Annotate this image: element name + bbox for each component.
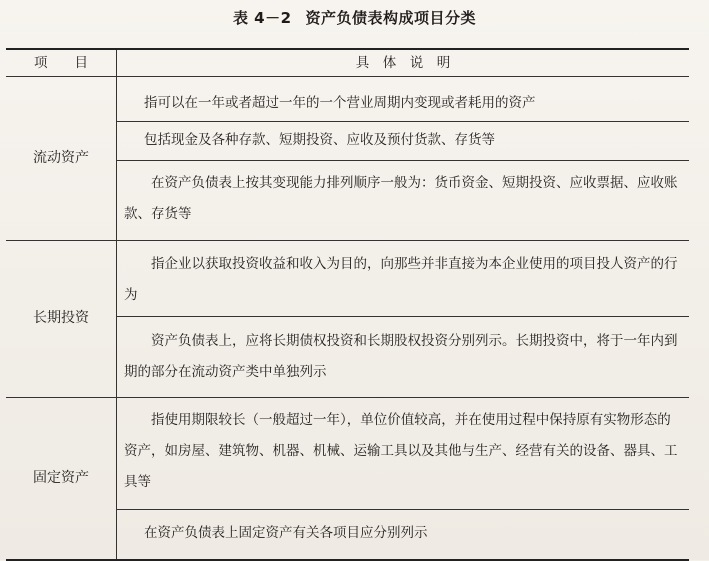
description-current-assets-2: 包括现金及各种存款、短期投资、应收及预付货款、存货等 — [144, 132, 495, 148]
row-divider — [116, 160, 689, 161]
table-caption — [0, 7, 709, 28]
description-long-term-investment-2: 资产负债表上，应将长期债权投资和长期股权投资分别列示。长期投资中，将于一年内到期的部分在流动资产类中单独列示 — [124, 333, 678, 380]
description-fixed-assets-1: 指使用期限较长（一般超过一年），单位价值较高，并在使用过程中保持原有实物形态的资产，如房屋、建筑物、机器、机械、运输工具以及其他与生产、经营有关的设备、器具、工具等 — [124, 412, 678, 490]
category-current-assets: 流动资产 — [33, 150, 89, 166]
table-number: 表 4－2 — [232, 9, 292, 27]
category-long-term-investment: 长期投资 — [33, 310, 89, 326]
table-title: 资产负债表构成项目分类 — [305, 9, 477, 27]
description-fixed-assets-2: 在资产负债表上固定资产有关各项目应分别列示 — [144, 525, 428, 541]
column-divider — [116, 50, 117, 559]
description-current-assets-3: 在资产负债表上按其变现能力排列顺序一般为：货币资金、短期投资、应收票据、应收账款、存货等 — [124, 175, 678, 222]
header-divider — [6, 76, 689, 77]
classification-table — [6, 48, 689, 561]
row-divider — [116, 509, 689, 510]
category-fixed-assets: 固定资产 — [33, 470, 89, 486]
description-current-assets-1: 指可以在一年或者超过一年的一个营业周期内变现或者耗用的资产 — [144, 95, 536, 111]
description-long-term-investment-1: 指企业以获取投资收益和收入为目的，向那些并非直接为本企业使用的项目投人资产的行为 — [124, 256, 678, 303]
row-divider — [116, 121, 689, 122]
header-item: 项 目 — [34, 55, 88, 71]
row-divider — [116, 316, 689, 317]
header-description: 具 体 说 明 — [355, 55, 451, 71]
